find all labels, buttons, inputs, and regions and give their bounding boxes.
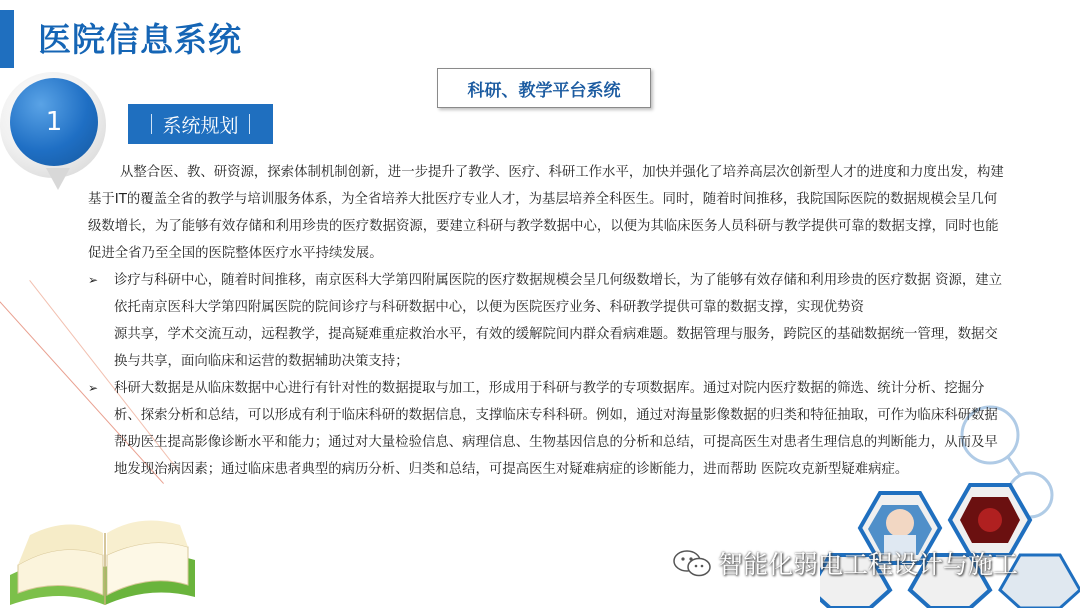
page-title: 医院信息系统 <box>38 20 242 59</box>
wechat-icon <box>672 548 712 578</box>
title-accent-bar <box>0 10 14 68</box>
arrow-bullet-icon: ➢ <box>88 381 99 395</box>
plan-label-divider-right <box>249 114 250 134</box>
badge-pointer <box>46 168 70 190</box>
list-item <box>88 375 1010 483</box>
section-title-box <box>437 68 651 108</box>
plan-label <box>128 104 273 144</box>
number-badge <box>10 78 98 166</box>
section-title: 科研、教学平台系统 <box>467 80 621 101</box>
arrow-bullet-icon: ➢ <box>88 273 99 287</box>
bullet-text: 诊疗与科研中心，随着时间推移，南京医科大学第四附属医院的医疗数据规模会呈几何级数增长，为了能够有效存储和利用珍贵的医疗数据 资源，建立依托南京医科大学第四附属医院的院间诊疗与科研数据中心，以便为医院医疗业务、科研教学提供可靠的数据支撑，实现优势资 <box>114 273 1003 315</box>
bullet-continuation: 源共享，学术交流互动，远程教学，提高疑难重症救治水平，有效的缓解院间内群众看病难题。数据管理与服务，跨院区的基础数据统一管理，数据交换与共享，面向临床和运营的数据辅助决策支持； <box>114 327 998 369</box>
watermark <box>672 545 1018 581</box>
badge-number: 1 <box>45 107 63 137</box>
watermark-text: 智能化弱电工程设计与施工 <box>718 550 1019 579</box>
bullet-text: 科研大数据是从临床数据中心进行有针对性的数据提取与加工，形成用于科研与教学的专项数据库。通过对院内医疗数据的筛选、统计分析、挖掘分析、探索分析和总结，可以形成有利于临床科研的数据信息，支撑临床专科科研。例如，通过对海量影像数据的归类和特征抽取，可作为临床科研数据帮助医生提高影像诊断水平和能力；通过对大量检验信息、病理信息、生物基因信息的分析和总结，可提高医生对患者生理信息的判断能力，从而及早地发现治病因素；通过临床患者典型的病历分析、归类和总结，可提高医生对疑难病症的诊断能力，进而帮助 医院攻克新型疑难病症。 <box>114 381 998 477</box>
plan-label-text: 系统规划 <box>162 114 239 137</box>
intro-paragraph: 从整合医、教、研资源，探索体制机制创新，进一步提升了教学、医疗、科研工作水平，加快并强化了培养高层次创新型人才的进度和力度出发，构建基于IT的覆盖全省的教学与培训服务体系，为全省培养大批医疗专业人才，为基层培养全科医生。同时，随着时间推移，我院国际医院的数据规模会呈几何级数增长，为了能够有效存储和利用珍贵的医疗数据资源，要建立科研与教学数据中心，以便为其临床医务人员科研与教学提供可靠的数据支撑，同时也能促进全省乃至全国的医院整体医疗水平持续发展。 <box>88 165 1004 261</box>
content-area <box>88 159 1010 483</box>
list-item <box>88 267 1010 321</box>
plan-label-divider-left <box>151 114 152 134</box>
